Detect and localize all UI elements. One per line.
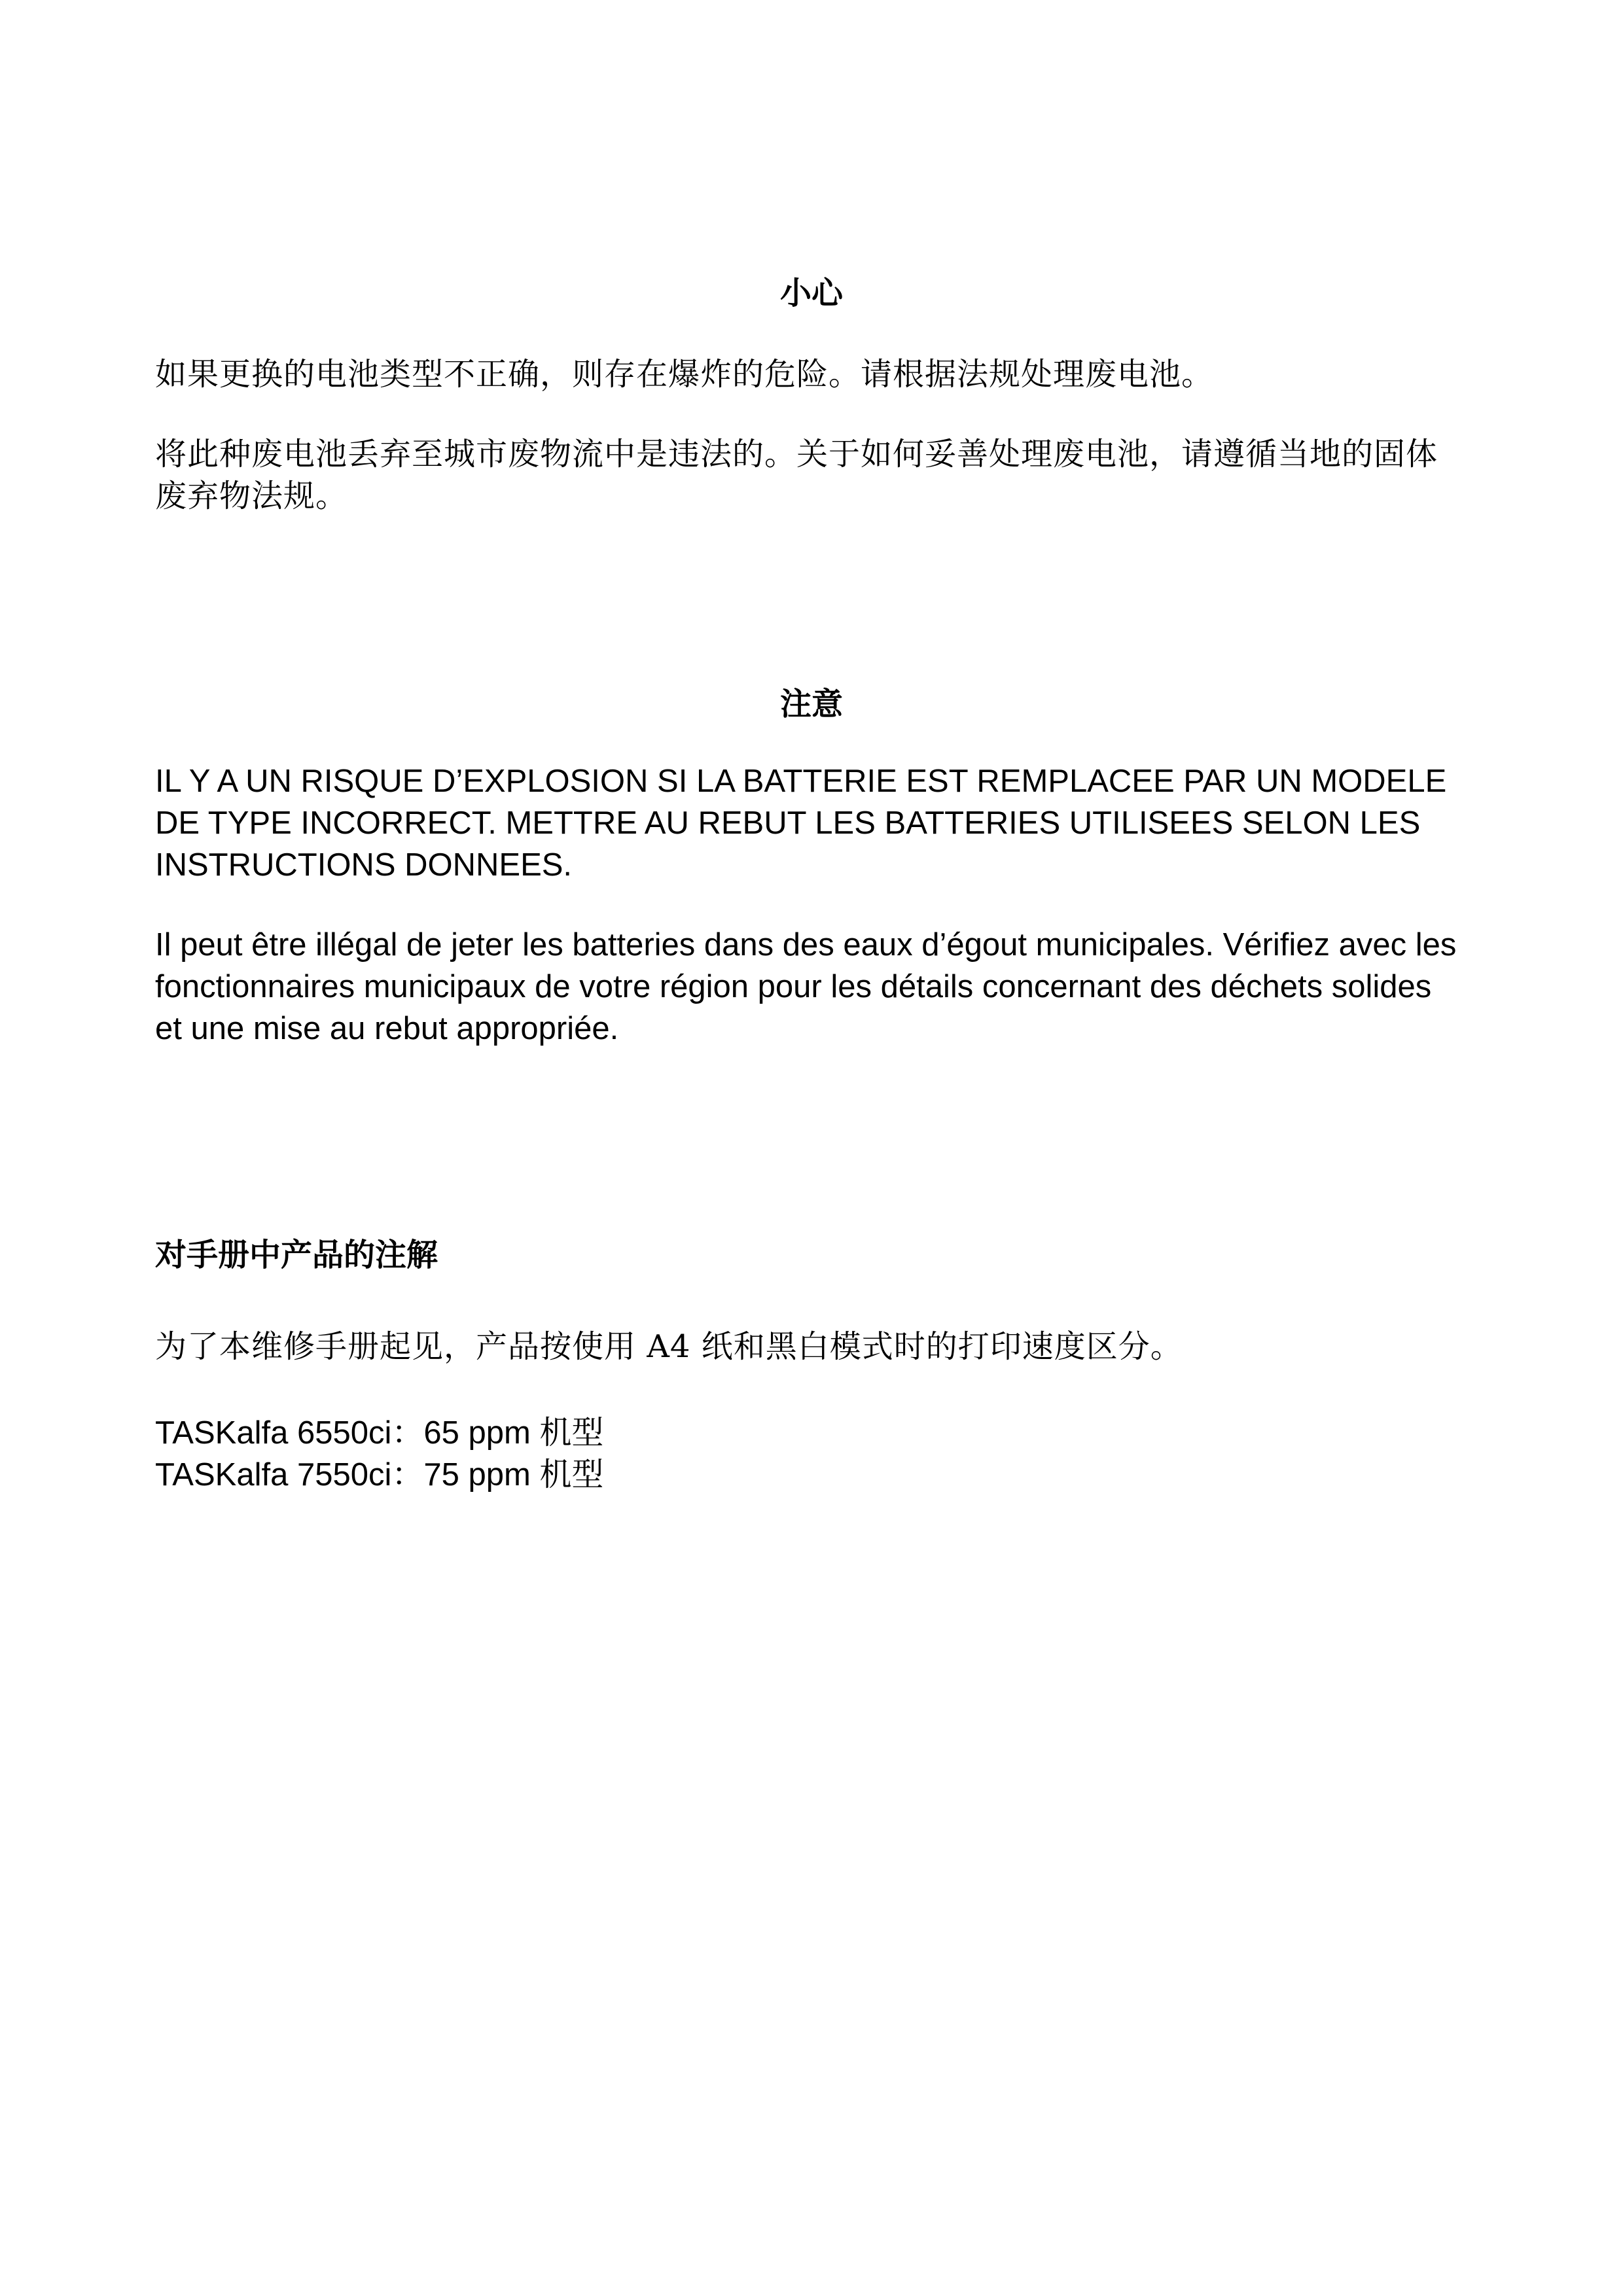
caution-fr-paragraph-2 [155,924,1471,1050]
product-models-list [155,1412,1471,1496]
caution-fr-paragraph-1-line-2: DE TYPE INCORRECT. METTRE AU REBUT LES BATTERIES UTILISEES SELON LES [155,805,1421,841]
caution-cn-paragraph-2-line-1: 将此种废电池丢弃至城市废物流中是违法的。关于如何妥善处理废电池，请遵循当地的固体 [155,436,1438,472]
caution-fr-paragraph-1-line-1: IL Y A UN RISQUE D’EXPLOSION SI LA BATTERIE EST REMPLACEE PAR UN MODELE [155,764,1447,799]
caution-fr-paragraph-2-line-1: Il peut être illégal de jeter les batteries dans des eaux d’égout municipales. Vérifiez avec les [155,927,1457,963]
product-notes-intro [155,1326,1471,1368]
caution-cn-paragraph-1 [155,353,1471,395]
caution-fr-paragraph-1 [155,760,1471,886]
caution-fr-paragraph-2-line-2: fonctionnaires municipaux de votre région pour les détails concernant des déchets solides [155,969,1432,1004]
product-notes-intro-line: 为了本维修手册起见，产品按使用 A4 纸和黑白模式时的打印速度区分。 [155,1328,1183,1365]
caution-heading-fr: 注意 [779,686,843,722]
product-model-7550ci: TASKalfa 7550ci：75 ppm 机型 [155,1457,604,1492]
product-notes-heading: 对手册中产品的注解 [155,1237,438,1273]
caution-heading-cn: 小心 [779,275,843,311]
caution-cn-paragraph-2 [155,433,1471,517]
caution-cn-paragraph-2-line-2: 废弃物法规。 [155,478,348,514]
caution-fr-paragraph-1-line-3: INSTRUCTIONS DONNEES. [155,847,573,883]
caution-cn-paragraph-1-line: 如果更换的电池类型不正确，则存在爆炸的危险。请根据法规处理废电池。 [155,356,1214,393]
product-model-6550ci: TASKalfa 6550ci：65 ppm 机型 [155,1415,604,1451]
caution-fr-paragraph-2-line-3: et une mise au rebut appropriée. [155,1011,619,1046]
